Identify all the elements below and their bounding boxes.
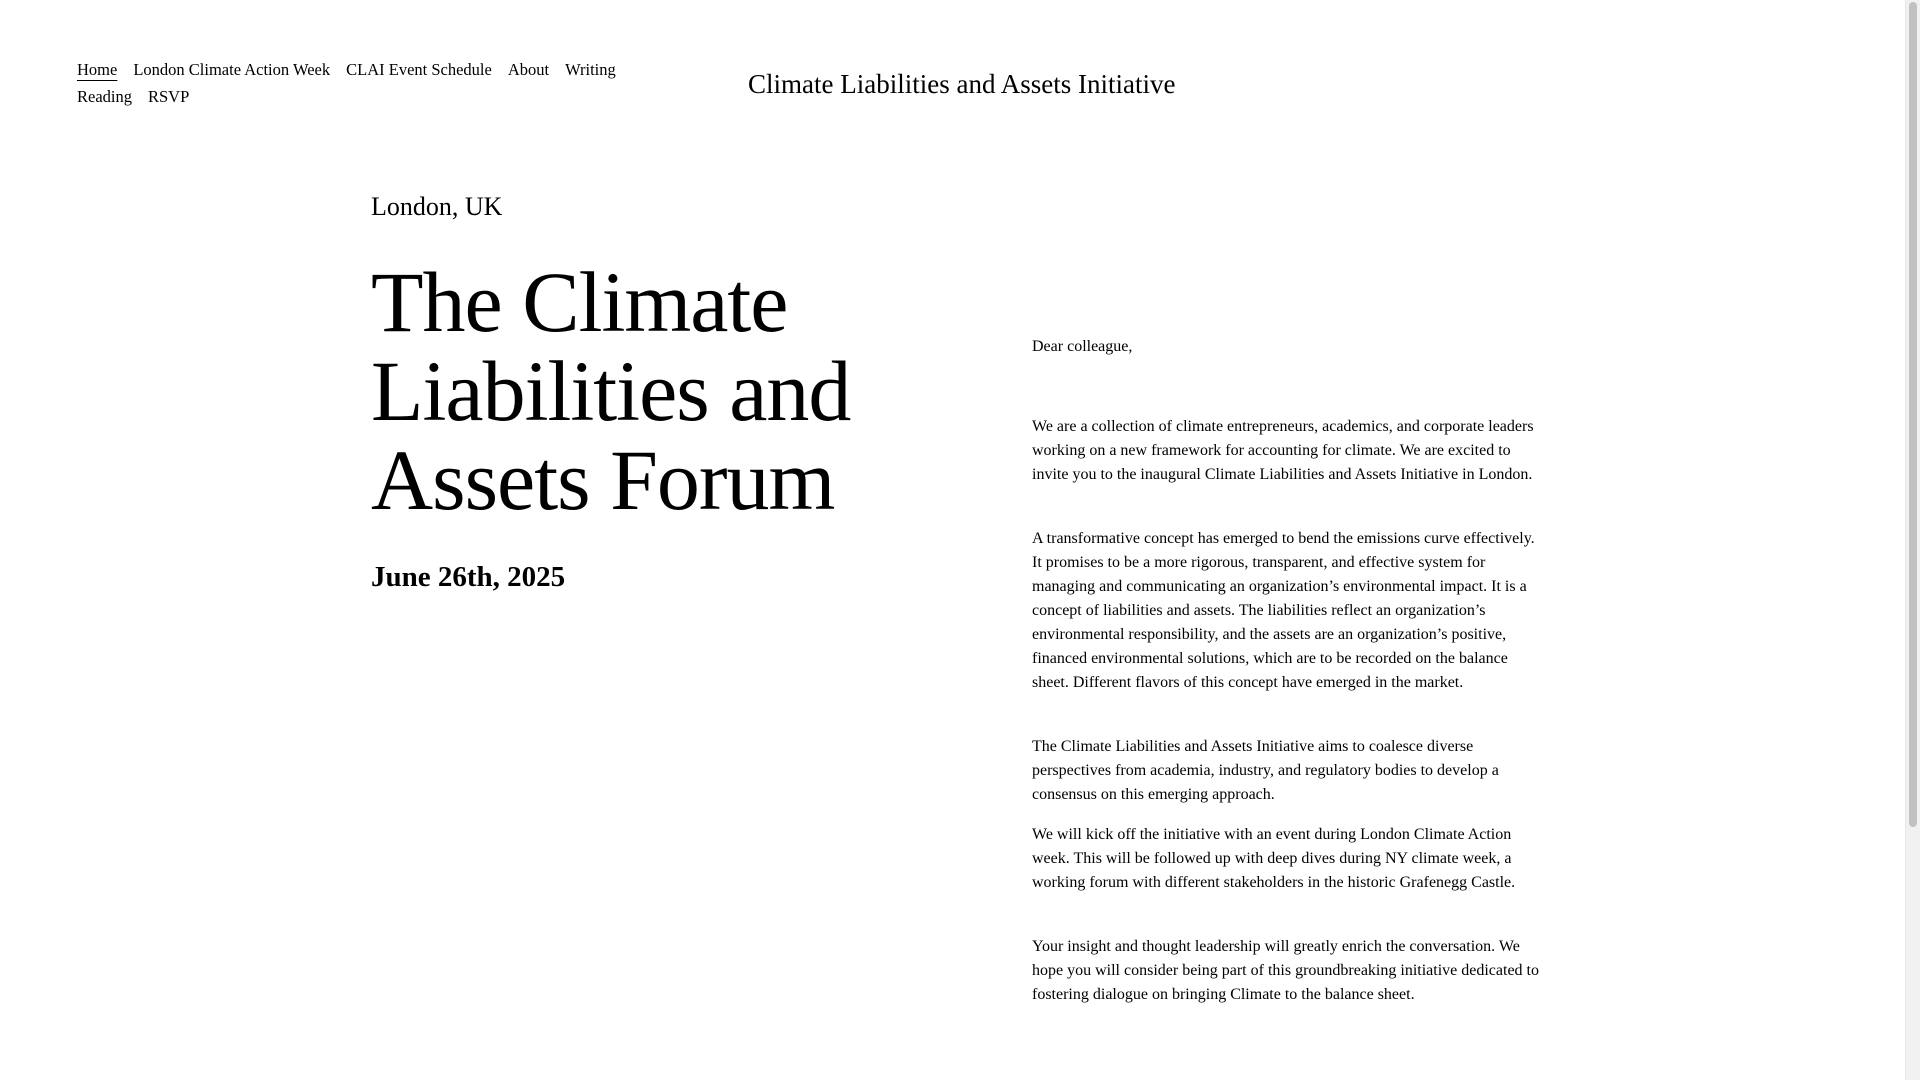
letter-paragraph: Your insight and thought leadership will greatly enrich the conversation. We hope you will consider being part of this groundbreaking initiative dedicated to fostering dialogue on bringing Climate to the balance sheet. [1032, 938, 1539, 1003]
nav-item-clai-event-schedule[interactable]: CLAI Event Schedule [346, 60, 492, 79]
nav-item-about[interactable]: About [507, 60, 550, 79]
letter-paragraph: We will kick off the initiative with an event during London Climate Action week. This will be followed up with deep dives during NY climate week, a working forum with different stakeholders in the historic Grafenegg Castle. [1032, 826, 1516, 891]
invitation-letter [1032, 335, 1542, 1007]
page-title: The Climate Liabilities and Assets Forum [371, 254, 851, 528]
event-date: June 26th, 2025 [371, 561, 566, 593]
nav-item-london-climate-action-week[interactable]: London Climate Action Week [133, 60, 331, 79]
letter-paragraph: We are a collection of climate entrepreneurs, academics, and corporate leaders working on a new framework for accounting for climate. We are excited to invite you to the inaugural Climate Liabilities and Assets Initiative in London. [1032, 418, 1534, 483]
letter-paragraph: A transformative concept has emerged to bend the emissions curve effectively. It promises to be a more rigorous, transparent, and effective system for managing and communicating an organization’s environmental impact. It is a concept of liabilities and assets. The liabilities reflect an organization’s environmental responsibility, and the assets are an organization’s positive, financed environmental solutions, which are to be recorded on the balance sheet. Different flavors of this concept have emerged in the market. [1032, 530, 1535, 691]
letter-paragraph: The Climate Liabilities and Assets Initiative aims to coalesce diverse perspectives from academia, industry, and regulatory bodies to develop a consensus on this emerging approach. [1032, 738, 1499, 803]
vertical-scrollbar[interactable] [1905, 0, 1920, 1080]
nav-item-rsvp[interactable]: RSVP [148, 87, 190, 106]
letter-greeting: Dear colleague, [1032, 338, 1133, 355]
event-location: London, UK [371, 192, 503, 221]
nav-item-home[interactable]: Home [77, 60, 118, 79]
scrollbar-thumb[interactable] [1909, 2, 1917, 827]
main-nav [77, 56, 647, 110]
site-title-link[interactable]: Climate Liabilities and Assets Initiative [748, 69, 1176, 99]
nav-item-writing[interactable]: Writing [565, 60, 616, 79]
nav-item-reading[interactable]: Reading [77, 87, 132, 106]
